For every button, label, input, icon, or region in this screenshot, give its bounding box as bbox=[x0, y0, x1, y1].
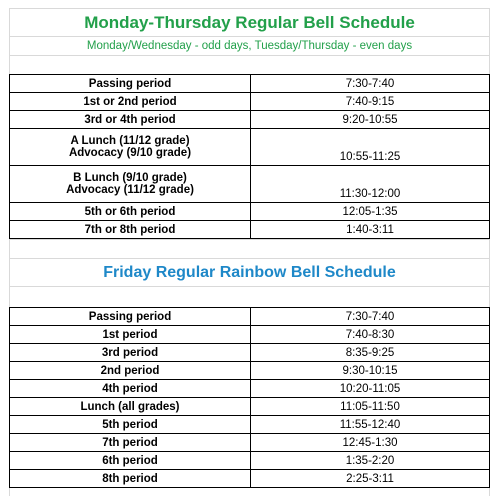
table-row bbox=[10, 203, 490, 221]
time-cell: 10:55-11:25 bbox=[251, 129, 490, 166]
table-row bbox=[10, 326, 490, 344]
table-row bbox=[10, 75, 490, 93]
spacer-row bbox=[9, 239, 490, 258]
spacer-row bbox=[9, 488, 490, 496]
schedule1-table bbox=[9, 74, 490, 239]
period-cell: Passing period bbox=[10, 308, 251, 326]
period-cell: 7th or 8th period bbox=[10, 221, 251, 239]
period-cell: 4th period bbox=[10, 380, 251, 398]
table-row bbox=[10, 93, 490, 111]
time-cell: 7:40-9:15 bbox=[251, 93, 490, 111]
table-row bbox=[10, 470, 490, 488]
bell-schedule-sheet bbox=[9, 8, 490, 496]
time-cell: 9:20-10:55 bbox=[251, 111, 490, 129]
table-row bbox=[10, 308, 490, 326]
period-cell: Passing period bbox=[10, 75, 251, 93]
time-cell: 7:40-8:30 bbox=[251, 326, 490, 344]
period-cell: Lunch (all grades) bbox=[10, 398, 251, 416]
period-line: A Lunch (11/12 grade) bbox=[70, 135, 190, 147]
schedule2-table bbox=[9, 307, 490, 488]
time-cell: 1:40-3:11 bbox=[251, 221, 490, 239]
period-line: B Lunch (9/10 grade) bbox=[73, 172, 187, 184]
period-cell: 2nd period bbox=[10, 362, 251, 380]
spacer-row bbox=[9, 286, 490, 307]
time-cell: 7:30-7:40 bbox=[251, 308, 490, 326]
table-row bbox=[10, 344, 490, 362]
table-row bbox=[10, 452, 490, 470]
table-row bbox=[10, 380, 490, 398]
period-cell: 1st period bbox=[10, 326, 251, 344]
period-cell bbox=[10, 129, 251, 166]
time-cell: 10:20-11:05 bbox=[251, 380, 490, 398]
time-cell: 12:45-1:30 bbox=[251, 434, 490, 452]
period-line: Advocacy (9/10 grade) bbox=[68, 147, 192, 159]
table-row bbox=[10, 129, 490, 166]
schedule1-title: Monday-Thursday Regular Bell Schedule bbox=[9, 8, 490, 36]
period-cell: 6th period bbox=[10, 452, 251, 470]
period-cell: 7th period bbox=[10, 434, 251, 452]
schedule1-subtitle: Monday/Wednesday - odd days, Tuesday/Thursday - even days bbox=[9, 36, 490, 55]
table-row bbox=[10, 111, 490, 129]
period-cell: 8th period bbox=[10, 470, 251, 488]
table-row bbox=[10, 416, 490, 434]
table-row bbox=[10, 434, 490, 452]
table-row bbox=[10, 398, 490, 416]
time-cell: 1:35-2:20 bbox=[251, 452, 490, 470]
time-cell: 7:30-7:40 bbox=[251, 75, 490, 93]
table-row bbox=[10, 362, 490, 380]
time-cell: 11:30-12:00 bbox=[251, 166, 490, 203]
time-cell: 12:05-1:35 bbox=[251, 203, 490, 221]
time-cell: 11:05-11:50 bbox=[251, 398, 490, 416]
time-cell: 2:25-3:11 bbox=[251, 470, 490, 488]
period-cell: 3rd period bbox=[10, 344, 251, 362]
period-cell: 5th or 6th period bbox=[10, 203, 251, 221]
time-cell: 8:35-9:25 bbox=[251, 344, 490, 362]
period-cell bbox=[10, 166, 251, 203]
time-cell: 9:30-10:15 bbox=[251, 362, 490, 380]
table-row bbox=[10, 166, 490, 203]
table-row bbox=[10, 221, 490, 239]
period-cell: 3rd or 4th period bbox=[10, 111, 251, 129]
schedule2-title: Friday Regular Rainbow Bell Schedule bbox=[9, 258, 490, 286]
period-cell: 1st or 2nd period bbox=[10, 93, 251, 111]
time-cell: 11:55-12:40 bbox=[251, 416, 490, 434]
spacer-row bbox=[9, 55, 490, 74]
period-cell: 5th period bbox=[10, 416, 251, 434]
period-line: Advocacy (11/12 grade) bbox=[66, 184, 194, 196]
